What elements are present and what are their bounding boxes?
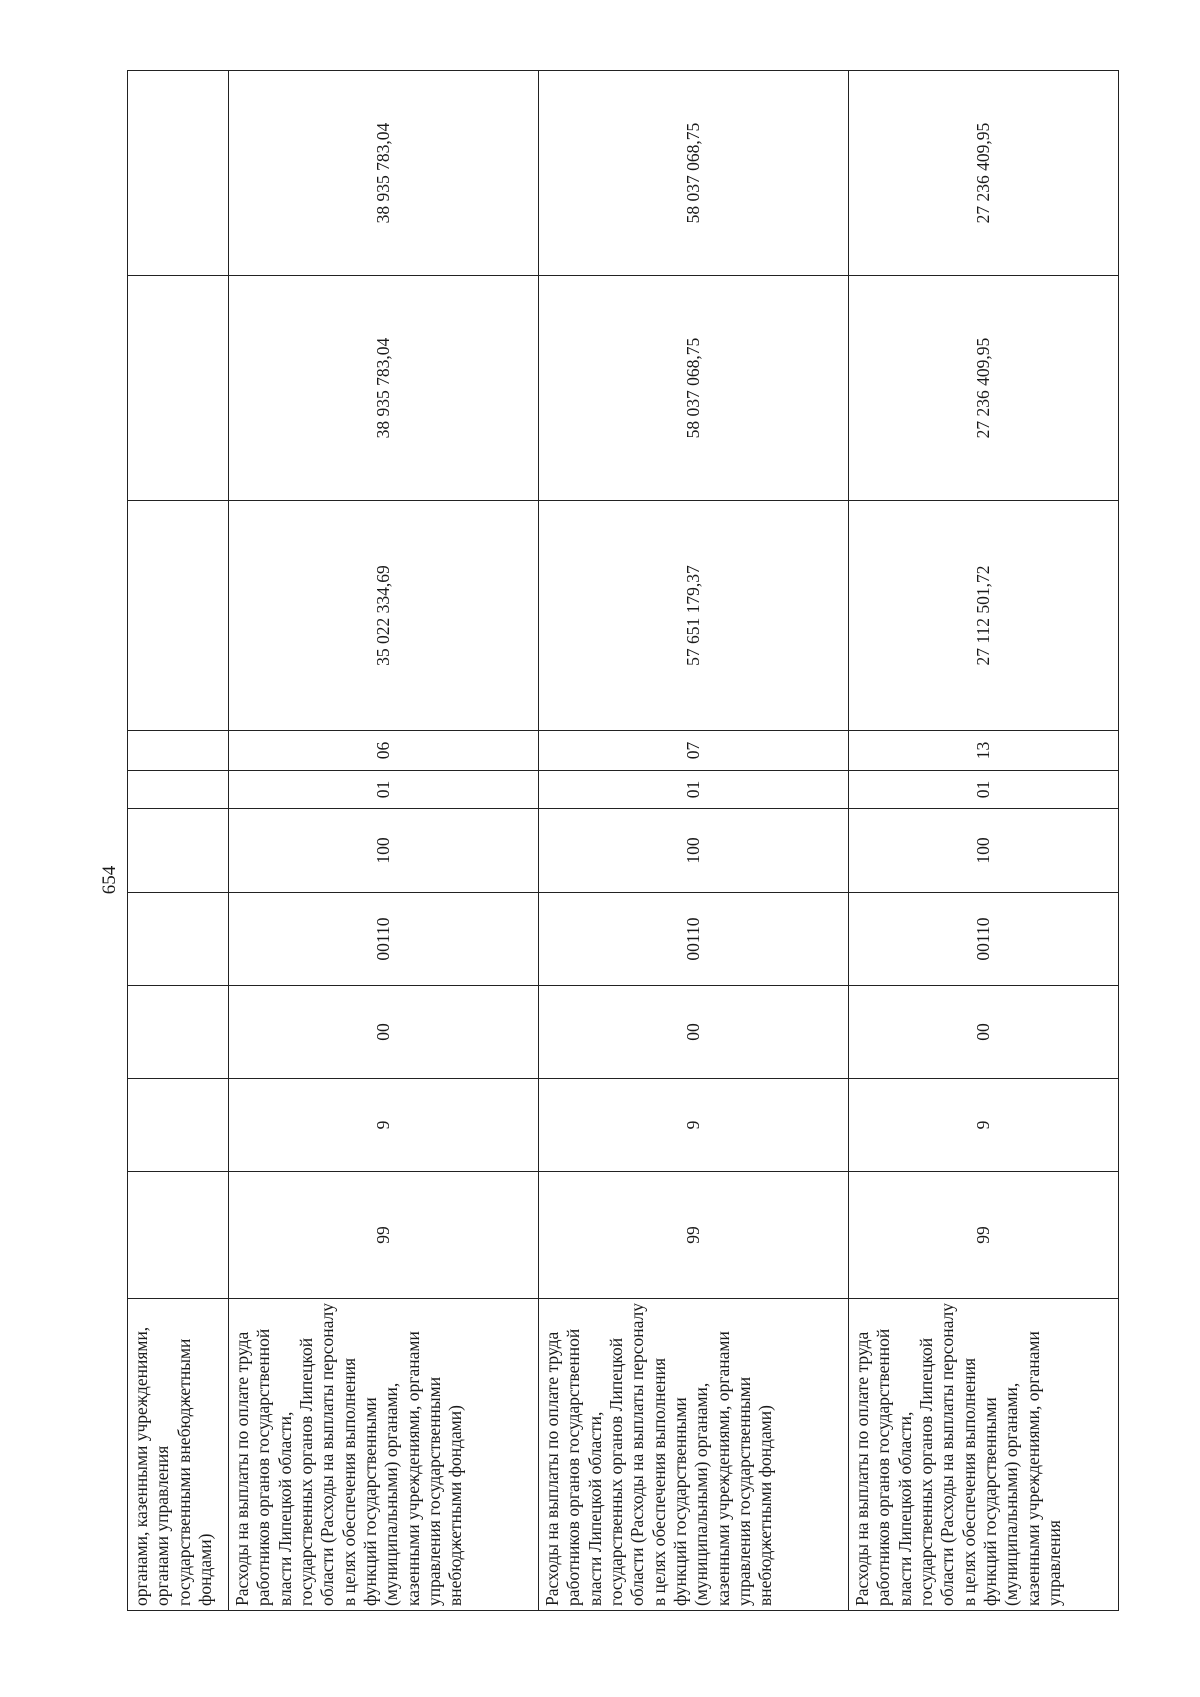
code-subprogram: 9 <box>849 1079 1119 1172</box>
amount-year-3: 58 037 068,75 <box>539 71 849 276</box>
amount-year-3: 38 935 783,04 <box>229 71 539 276</box>
code-expense-type: 100 <box>849 809 1119 893</box>
table-row <box>849 71 1119 1611</box>
row-description: Расходы на выплаты по оплате труда работников органов государственной власти Липецкой области, государственных органов Липецкой области (Расходы на выплаты персоналу в целях обеспечения выполнения функций государственными (муниципальными) органами, казенными учреждениями, органами управления <box>849 1299 1119 1611</box>
code-main-event <box>128 986 229 1079</box>
row-description: органами, казенными учреждениями, органами управления государственными внебюджетными фондами) <box>128 1299 229 1611</box>
budget-table <box>127 70 1119 1611</box>
code-subprogram: 9 <box>229 1079 539 1172</box>
code-section: 01 <box>849 771 1119 809</box>
code-direction: 00110 <box>849 893 1119 986</box>
amount-year-3: 27 236 409,95 <box>849 71 1119 276</box>
amount-year-2: 38 935 783,04 <box>229 276 539 501</box>
table-row <box>229 71 539 1611</box>
code-main-event: 00 <box>229 986 539 1079</box>
code-main-event: 00 <box>849 986 1119 1079</box>
code-section: 01 <box>539 771 849 809</box>
amount-year-2 <box>128 276 229 501</box>
page-number <box>95 850 125 910</box>
code-expense-type: 100 <box>229 809 539 893</box>
amount-year-1: 27 112 501,72 <box>849 501 1119 731</box>
code-section <box>128 771 229 809</box>
code-main-event: 00 <box>539 986 849 1079</box>
amount-year-1: 35 022 334,69 <box>229 501 539 731</box>
code-subprogram <box>128 1079 229 1172</box>
amount-year-2: 27 236 409,95 <box>849 276 1119 501</box>
code-expense-type <box>128 809 229 893</box>
code-program: 99 <box>229 1172 539 1299</box>
page-number-text: 654 <box>99 865 120 895</box>
amount-year-1: 57 651 179,37 <box>539 501 849 731</box>
code-subsection: 13 <box>849 731 1119 771</box>
code-subprogram: 9 <box>539 1079 849 1172</box>
code-expense-type: 100 <box>539 809 849 893</box>
code-subsection: 07 <box>539 731 849 771</box>
row-description: Расходы на выплаты по оплате труда работников органов государственной власти Липецкой области, государственных органов Липецкой области (Расходы на выплаты персоналу в целях обеспечения выполнения функций государственными (муниципальными) органами, казенными учреждениями, органами управления государственными внебюджетными фондами) <box>229 1299 539 1611</box>
code-program: 99 <box>849 1172 1119 1299</box>
code-program: 99 <box>539 1172 849 1299</box>
amount-year-3 <box>128 71 229 276</box>
budget-table-wrapper <box>127 71 1118 1611</box>
code-subsection <box>128 731 229 771</box>
amount-year-2: 58 037 068,75 <box>539 276 849 501</box>
code-direction: 00110 <box>229 893 539 986</box>
code-direction: 00110 <box>539 893 849 986</box>
table-row <box>128 71 229 1611</box>
code-subsection: 06 <box>229 731 539 771</box>
code-program <box>128 1172 229 1299</box>
code-direction <box>128 893 229 986</box>
table-row <box>539 71 849 1611</box>
amount-year-1 <box>128 501 229 731</box>
row-description: Расходы на выплаты по оплате труда работников органов государственной власти Липецкой области, государственных органов Липецкой области (Расходы на выплаты персоналу в целях обеспечения выполнения функций государственными (муниципальными) органами, казенными учреждениями, органами управления государственными внебюджетными фондами) <box>539 1299 849 1611</box>
code-section: 01 <box>229 771 539 809</box>
